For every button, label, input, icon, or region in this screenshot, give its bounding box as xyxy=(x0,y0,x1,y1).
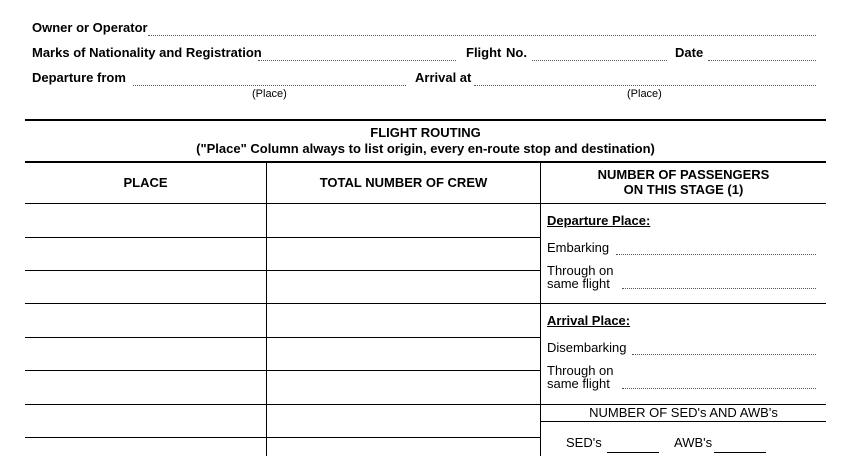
seds-title-rule xyxy=(541,421,826,422)
same-flight-label: same flight xyxy=(547,276,610,291)
departure-from-label: Departure from xyxy=(32,70,126,85)
flight-no-field[interactable] xyxy=(532,60,667,61)
arrival-place-hint: (Place) xyxy=(627,88,662,100)
col-place-header: PLACE xyxy=(123,175,168,190)
row-line xyxy=(25,237,540,238)
row-line xyxy=(25,437,540,438)
marks-registration-field[interactable] xyxy=(258,60,456,61)
row-line-full xyxy=(25,303,826,304)
routing-top-rule xyxy=(25,119,826,121)
row-line xyxy=(25,370,540,371)
seds-field[interactable] xyxy=(607,452,659,453)
arrival-at-field[interactable] xyxy=(474,85,816,86)
col-divider-1 xyxy=(266,162,267,456)
flight-no-label: No. xyxy=(506,45,527,60)
disembarking-field[interactable] xyxy=(632,354,816,355)
disembarking-label: Disembarking xyxy=(547,340,627,355)
embarking-label: Embarking xyxy=(547,240,610,255)
seds-label: SED's xyxy=(566,435,602,450)
departure-place-hint: (Place) xyxy=(252,88,287,100)
arrival-place-label: Arrival Place: xyxy=(547,313,631,328)
departure-from-field[interactable] xyxy=(133,85,406,86)
awbs-label: AWB's xyxy=(674,435,713,450)
through-arrival-field[interactable] xyxy=(622,388,816,389)
owner-operator-field[interactable] xyxy=(148,35,816,36)
seds-awbs-title: NUMBER OF SED's AND AWB's xyxy=(589,405,778,420)
owner-operator-label: Owner or Operator xyxy=(32,20,148,35)
row-line xyxy=(25,337,540,338)
through-on-label-2: Through on xyxy=(547,363,614,378)
through-on-label: Through on xyxy=(547,263,614,278)
date-label: Date xyxy=(675,45,704,60)
row-line xyxy=(25,270,540,271)
table-top-rule xyxy=(25,161,826,163)
routing-title: FLIGHT ROUTING xyxy=(370,125,481,140)
flight-label: Flight xyxy=(466,45,502,60)
arrival-at-label: Arrival at xyxy=(415,70,472,85)
through-departure-field[interactable] xyxy=(622,288,816,289)
col-passengers-header-1: NUMBER OF PASSENGERS xyxy=(597,167,770,182)
same-flight-label-2: same flight xyxy=(547,376,610,391)
col-crew-header: TOTAL NUMBER OF CREW xyxy=(319,175,488,190)
embarking-field[interactable] xyxy=(616,254,816,255)
col-passengers-header-2: ON THIS STAGE (1) xyxy=(623,182,744,197)
date-field[interactable] xyxy=(708,60,816,61)
routing-subtitle: ("Place" Column always to list origin, every en-route stop and destination) xyxy=(196,141,655,156)
awbs-field[interactable] xyxy=(714,452,766,453)
departure-place-label: Departure Place: xyxy=(547,213,651,228)
header-bottom-rule xyxy=(25,203,826,204)
marks-registration-label: Marks of Nationality and Registration xyxy=(32,45,262,60)
